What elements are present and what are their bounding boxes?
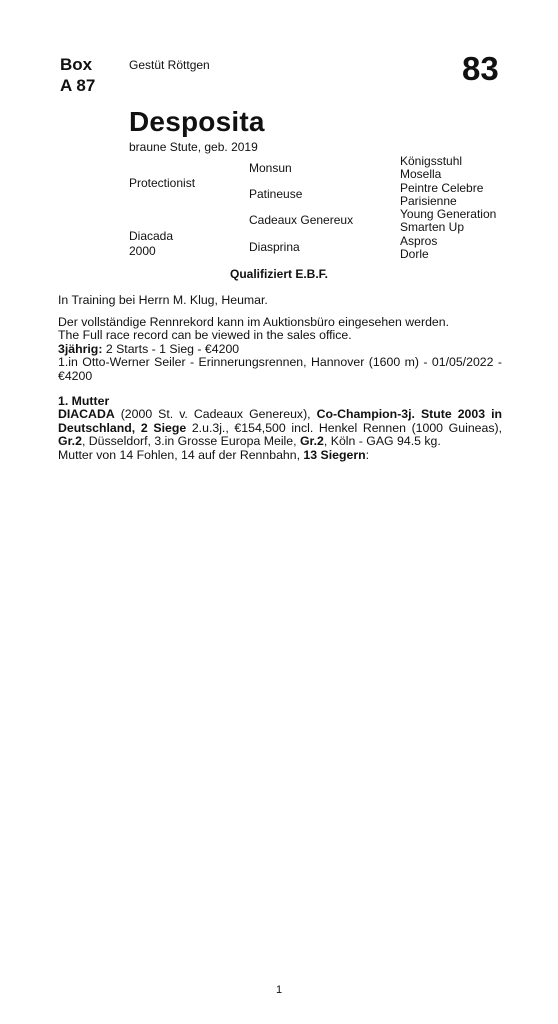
race-win: 1.in Otto-Werner Seiler - Erinnerungsrennen, Hannover (1600 m) - 01/05/2022 - €4200: [58, 355, 502, 383]
record-note-en: The Full race record can be viewed in the sales office.: [58, 328, 352, 343]
box-word: Box: [60, 55, 93, 74]
dam-heading: 1. Mutter: [58, 393, 110, 408]
produce-summary: [58, 449, 502, 463]
race-summary-label: 3jährig:: [58, 341, 103, 356]
produce-winners: 13 Siegern: [303, 447, 366, 462]
race-summary-text: 2 Starts - 1 Sieg - €4200: [102, 341, 240, 356]
pedigree-gp-1: Monsun: [249, 161, 292, 175]
dam-text-4: , Köln - GAG 94.5 kg.: [323, 434, 441, 449]
dam-text-3: , Düsseldorf, 3.in Grosse Europa Meile,: [81, 434, 300, 449]
pedigree-sire: Protectionist: [129, 176, 196, 190]
race-summary: [58, 343, 502, 357]
pedigree-ggp-list: [400, 155, 496, 261]
pedigree-gp-4: Diasprina: [249, 240, 300, 254]
pedigree-gp-3: Cadeaux Genereux: [249, 213, 354, 227]
training-note: In Training bei Herrn M. Klug, Heumar.: [58, 293, 268, 307]
pedigree-ggp-6: Smarten Up: [400, 220, 465, 235]
dam-name: DIACADA: [58, 407, 115, 422]
produce-end: :: [365, 447, 370, 462]
dam-text-2: 2.u.3j., €154,500 incl. Henkel Rennen (1000 Guineas),: [186, 420, 502, 435]
produce-text: Mutter von 14 Fohlen, 14 auf der Rennbahn,: [58, 447, 304, 462]
pedigree-gp-2: Patineuse: [249, 187, 303, 201]
dam-grade-1: Gr.2: [58, 434, 82, 449]
record-note-de: Der vollständige Rennrekord kann im Auktionsbüro eingesehen werden.: [58, 314, 450, 329]
dam-champion: Co-Champion-3j. Stute 2003 in Deutschland, 2 Siege: [58, 407, 502, 435]
lot-number: 83: [462, 50, 499, 87]
pedigree-ggp-5: Young Generation: [400, 207, 497, 222]
stud-name: Gestüt Röttgen: [129, 58, 210, 72]
pedigree-ggp-3: Peintre Celebre: [400, 180, 484, 195]
catalogue-body: [58, 294, 502, 463]
dam-entry: [58, 408, 502, 449]
pedigree-ggp-4: Parisienne: [400, 193, 457, 208]
pedigree-dam: [129, 230, 173, 258]
dam-text-1: (2000 St. v. Cadeaux Genereux),: [114, 407, 317, 422]
pedigree-ggp-7: Aspros: [400, 233, 438, 248]
pedigree-dam-year: 2000: [129, 244, 156, 258]
pedigree-ggp-1: Königsstuhl: [400, 154, 463, 168]
dam-grade-2: Gr.2: [299, 434, 324, 449]
box-label: [60, 54, 95, 96]
qualification: Qualifiziert E.B.F.: [229, 267, 328, 281]
pedigree-dam-name: Diacada: [129, 229, 174, 243]
pedigree-ggp-2: Mosella: [400, 167, 442, 182]
box-number: A 87: [60, 76, 96, 95]
horse-name: Desposita: [129, 106, 265, 137]
page-number: 1: [275, 984, 283, 996]
pedigree-ggp-8: Dorle: [400, 247, 429, 262]
horse-description: braune Stute, geb. 2019: [129, 140, 258, 154]
